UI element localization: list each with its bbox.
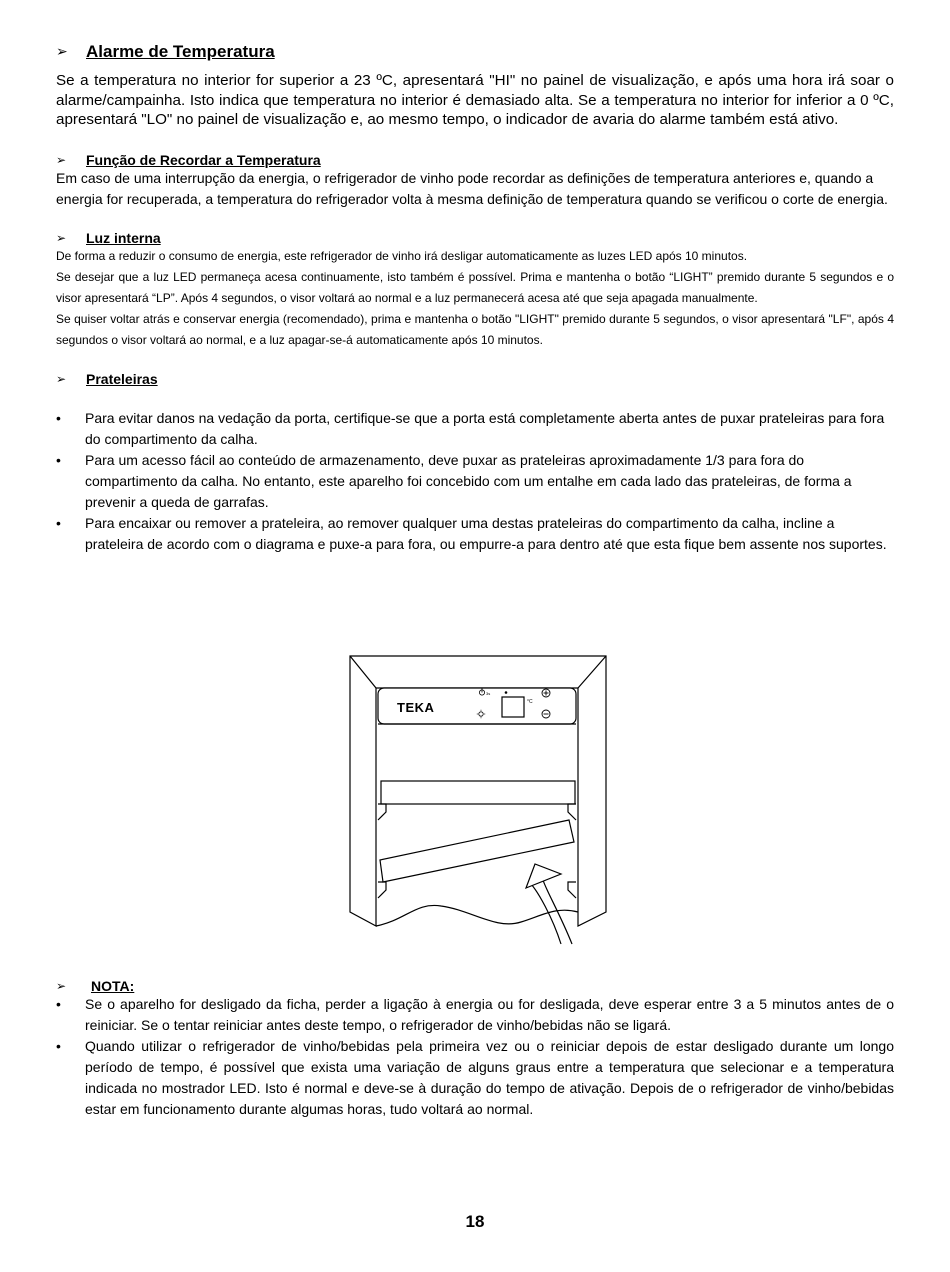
upper-shelf [381,781,575,804]
section-heading-alarm [56,42,894,62]
section-heading-note [56,978,894,994]
note-list [56,994,894,1120]
section-heading-memory [56,152,894,168]
list-item: • Quando utilizar o refrigerador de vinho/bebidas pela primeira vez ou o reiniciar depois de estar desligado durante um longo período de tempo, é possível que exista uma variação de alguns graus entre a temperatura que selecionar e a temperatura indicada no mostrador LED. Isto é normal e deve-se à duração do tempo de ativação. Depois de o refrigerador de vinho/bebidas estar em funcionamento durante algumas horas, tudo voltará ao normal. [56,1036,894,1120]
alarm-title: Alarme de Temperatura [86,42,275,61]
left-support-bottom [378,882,386,898]
alarm-body: Se a temperatura no interior for superior a 23 ºC, apresentará "HI" no painel de visualização, e após uma hora irá soar o alarme/campainha. Isto indica que temperatura no interior é demasiado alta. Se a temperatura no interior for inferior a 0 ºC, apresentará "LO" no painel de visualização e, ao mesmo tempo, o indicador de avaria do alarme também está ativo. [56,72,894,128]
page-number: 18 [465,1212,485,1231]
light-title: Luz interna [86,229,161,246]
light-line-3: Se quiser voltar atrás e conservar energia (recomendado), prima e mantenha o botão "LIGHT" premido durante 5 segundos, o visor apresentará "LF", após 4 segundos o visor voltará ao normal, e a luz apagar-se-á automaticamente após 10 minutos. [56,311,894,347]
list-item: • Para encaixar ou remover a prateleira, ao remover qualquer uma destas prateleiras do compartimento da calha, incline a prateleira de acordo com o diagrama e puxe-a para fora, ou empurre-a para dentro até que esta fique bem assente nos suportes. [56,513,894,555]
svg-text:3s: 3s [486,691,491,696]
indicator-dot [505,691,508,694]
cutaway-edge [376,905,578,926]
shelves-title: Prateleiras [86,370,158,387]
memory-title: Função de Recordar a Temperatura [86,151,321,168]
right-support-bottom [568,882,576,898]
section-heading-light [56,230,894,246]
arrow-bullet-icon: ➢ [56,44,68,60]
svg-text:°C: °C [527,699,533,705]
light-line-2: Se desejar que a luz LED permaneça acesa continuamente, isto também é possível. Prima e mantenha o botão “LIGHT” premido durante 5 segundos e o visor apresentará “LP”. Após 4 segundos, o visor voltará ao normal e a luz permanecerá acesa até que seja apagada manualmente. [56,269,894,305]
page-content [56,40,894,555]
right-support-top [568,804,576,820]
arrow-bullet-icon: ➢ [56,230,67,245]
shelves-list [56,408,894,555]
brand-logo: TEKA [397,700,435,715]
note-section [56,978,894,1120]
list-item: • Para evitar danos na vedação da porta, certifique-se que a porta está completamente aberta antes de puxar prateleiras para fora do compartimento da calha. [56,408,894,450]
left-support-top [378,804,386,820]
shelf-removal-diagram [346,654,610,948]
section-heading-shelves [56,371,894,387]
temperature-display [502,697,524,717]
arrow-bullet-icon: ➢ [56,979,67,993]
light-line-1: De forma a reduzir o consumo de energia, este refrigerador de vinho irá desligar automaticamente as luzes LED após 10 minutos. [56,248,748,263]
arrow-bullet-icon: ➢ [56,152,67,167]
list-item: • Se o aparelho for desligado da ficha, perder a ligação à energia ou for desligada, deve esperar entre 3 a 5 minutos antes de o reiniciar. Se o tentar reiniciar antes deste tempo, o refrigerador de vinho/bebidas não se ligará. [56,994,894,1036]
memory-body: Em caso de uma interrupção da energia, o refrigerador de vinho pode recordar as definições de temperatura anteriores e, quando a energia for recuperada, a temperatura do refrigerador volta à mesma definição de temperatura quando se verificou o corte de energia. [56,169,888,207]
arrow-bullet-icon: ➢ [56,371,67,386]
note-title: NOTA: [91,978,135,994]
list-item: • Para um acesso fácil ao conteúdo de armazenamento, deve puxar as prateleiras aproximadamente 1/3 para fora do compartimento da calha. No entanto, este aparelho foi concebido com um entalhe em cada lado das prateleiras, de forma a prevenir a queda de garrafas. [56,450,894,513]
